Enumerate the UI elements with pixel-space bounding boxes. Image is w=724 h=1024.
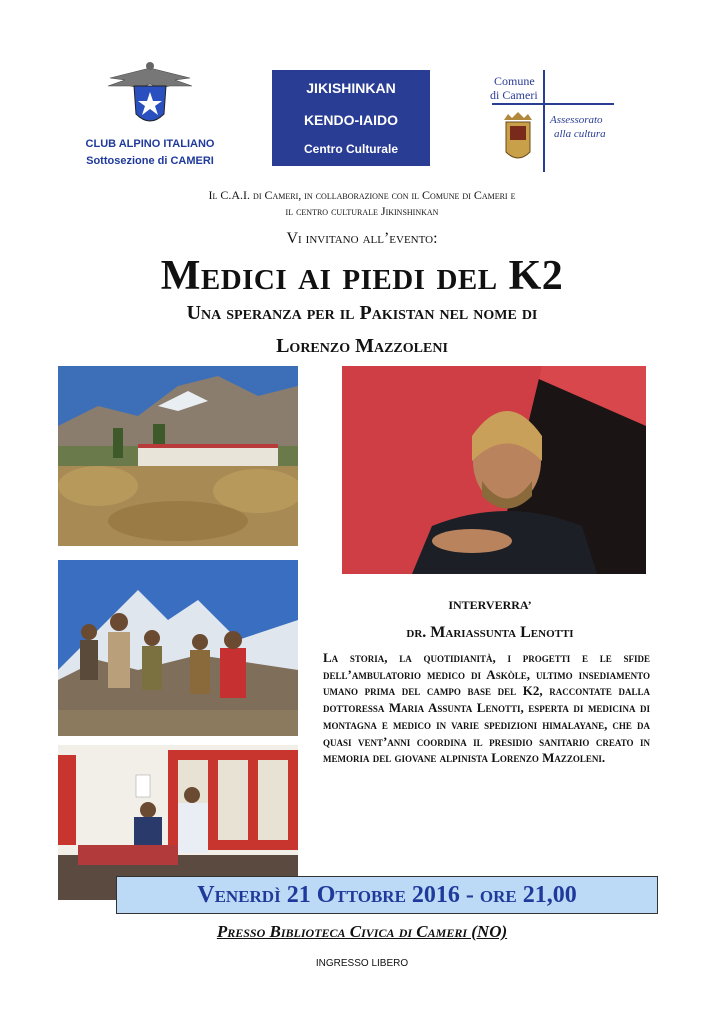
date-bar [116, 876, 658, 914]
intro-line1: Il C.A.I. di Cameri, in collaborazione con il Comune di Cameri e [208, 188, 516, 202]
speaker-name: dr. Mariassunta Lenotti [406, 624, 574, 641]
assessorato-line2: alla cultura [554, 128, 606, 140]
jikishinkan-line3: Centro Culturale [303, 142, 398, 156]
event-subtitle-line1: Una speranza per il Pakistan nel nome di [186, 302, 538, 324]
children-photo [58, 560, 298, 736]
cai-section: Sottosezione di CAMERI [86, 155, 214, 167]
intro-line2: il centro culturale Jikinshinkan [285, 204, 439, 218]
jikishinkan-line2: KENDO-IAIDO [303, 112, 399, 128]
event-title: Medici ai piedi del K2 [160, 253, 564, 299]
assessorato-line1: Assessorato [550, 114, 603, 126]
jikishinkan-line1: JIKISHINKAN [306, 80, 396, 96]
cai-eagle-logo [100, 58, 200, 132]
portrait-photo [342, 366, 646, 574]
event-venue: Presso Biblioteca Civica di Cameri (NO) [216, 922, 508, 941]
invite-text: Vi invitano all’evento: [286, 230, 438, 247]
event-date: Venerdì 21 Ottobre 2016 - ore 21,00 [197, 882, 577, 908]
event-subtitle-line2: Lorenzo Mazzoleni [276, 335, 448, 357]
comune-logo [488, 64, 618, 176]
comune-line1: Comune [494, 74, 535, 88]
village-photo [58, 366, 298, 546]
comune-line2: di Cameri [490, 88, 538, 102]
speaker-intro: INTERVERRA’ [448, 598, 532, 612]
cai-name: CLUB ALPINO ITALIANO [85, 138, 215, 150]
jikishinkan-box [272, 70, 430, 166]
event-description: La storia, la quotidianità, i progetti e le sfide dell’ambulatorio medico di Askòle, ultimo insediamento umano prima del campo base del K2, raccontate dalla dottoressa Maria Assunta Lenotti, esperta di medicina di montagna e medico in varie spedizioni himalayane, che da quasi vent’anni coordina il presidio sanitario creato in memoria del giovane alpinista Lorenzo Mazzoleni. [323, 650, 650, 766]
entry-info: INGRESSO LIBERO [315, 958, 409, 969]
